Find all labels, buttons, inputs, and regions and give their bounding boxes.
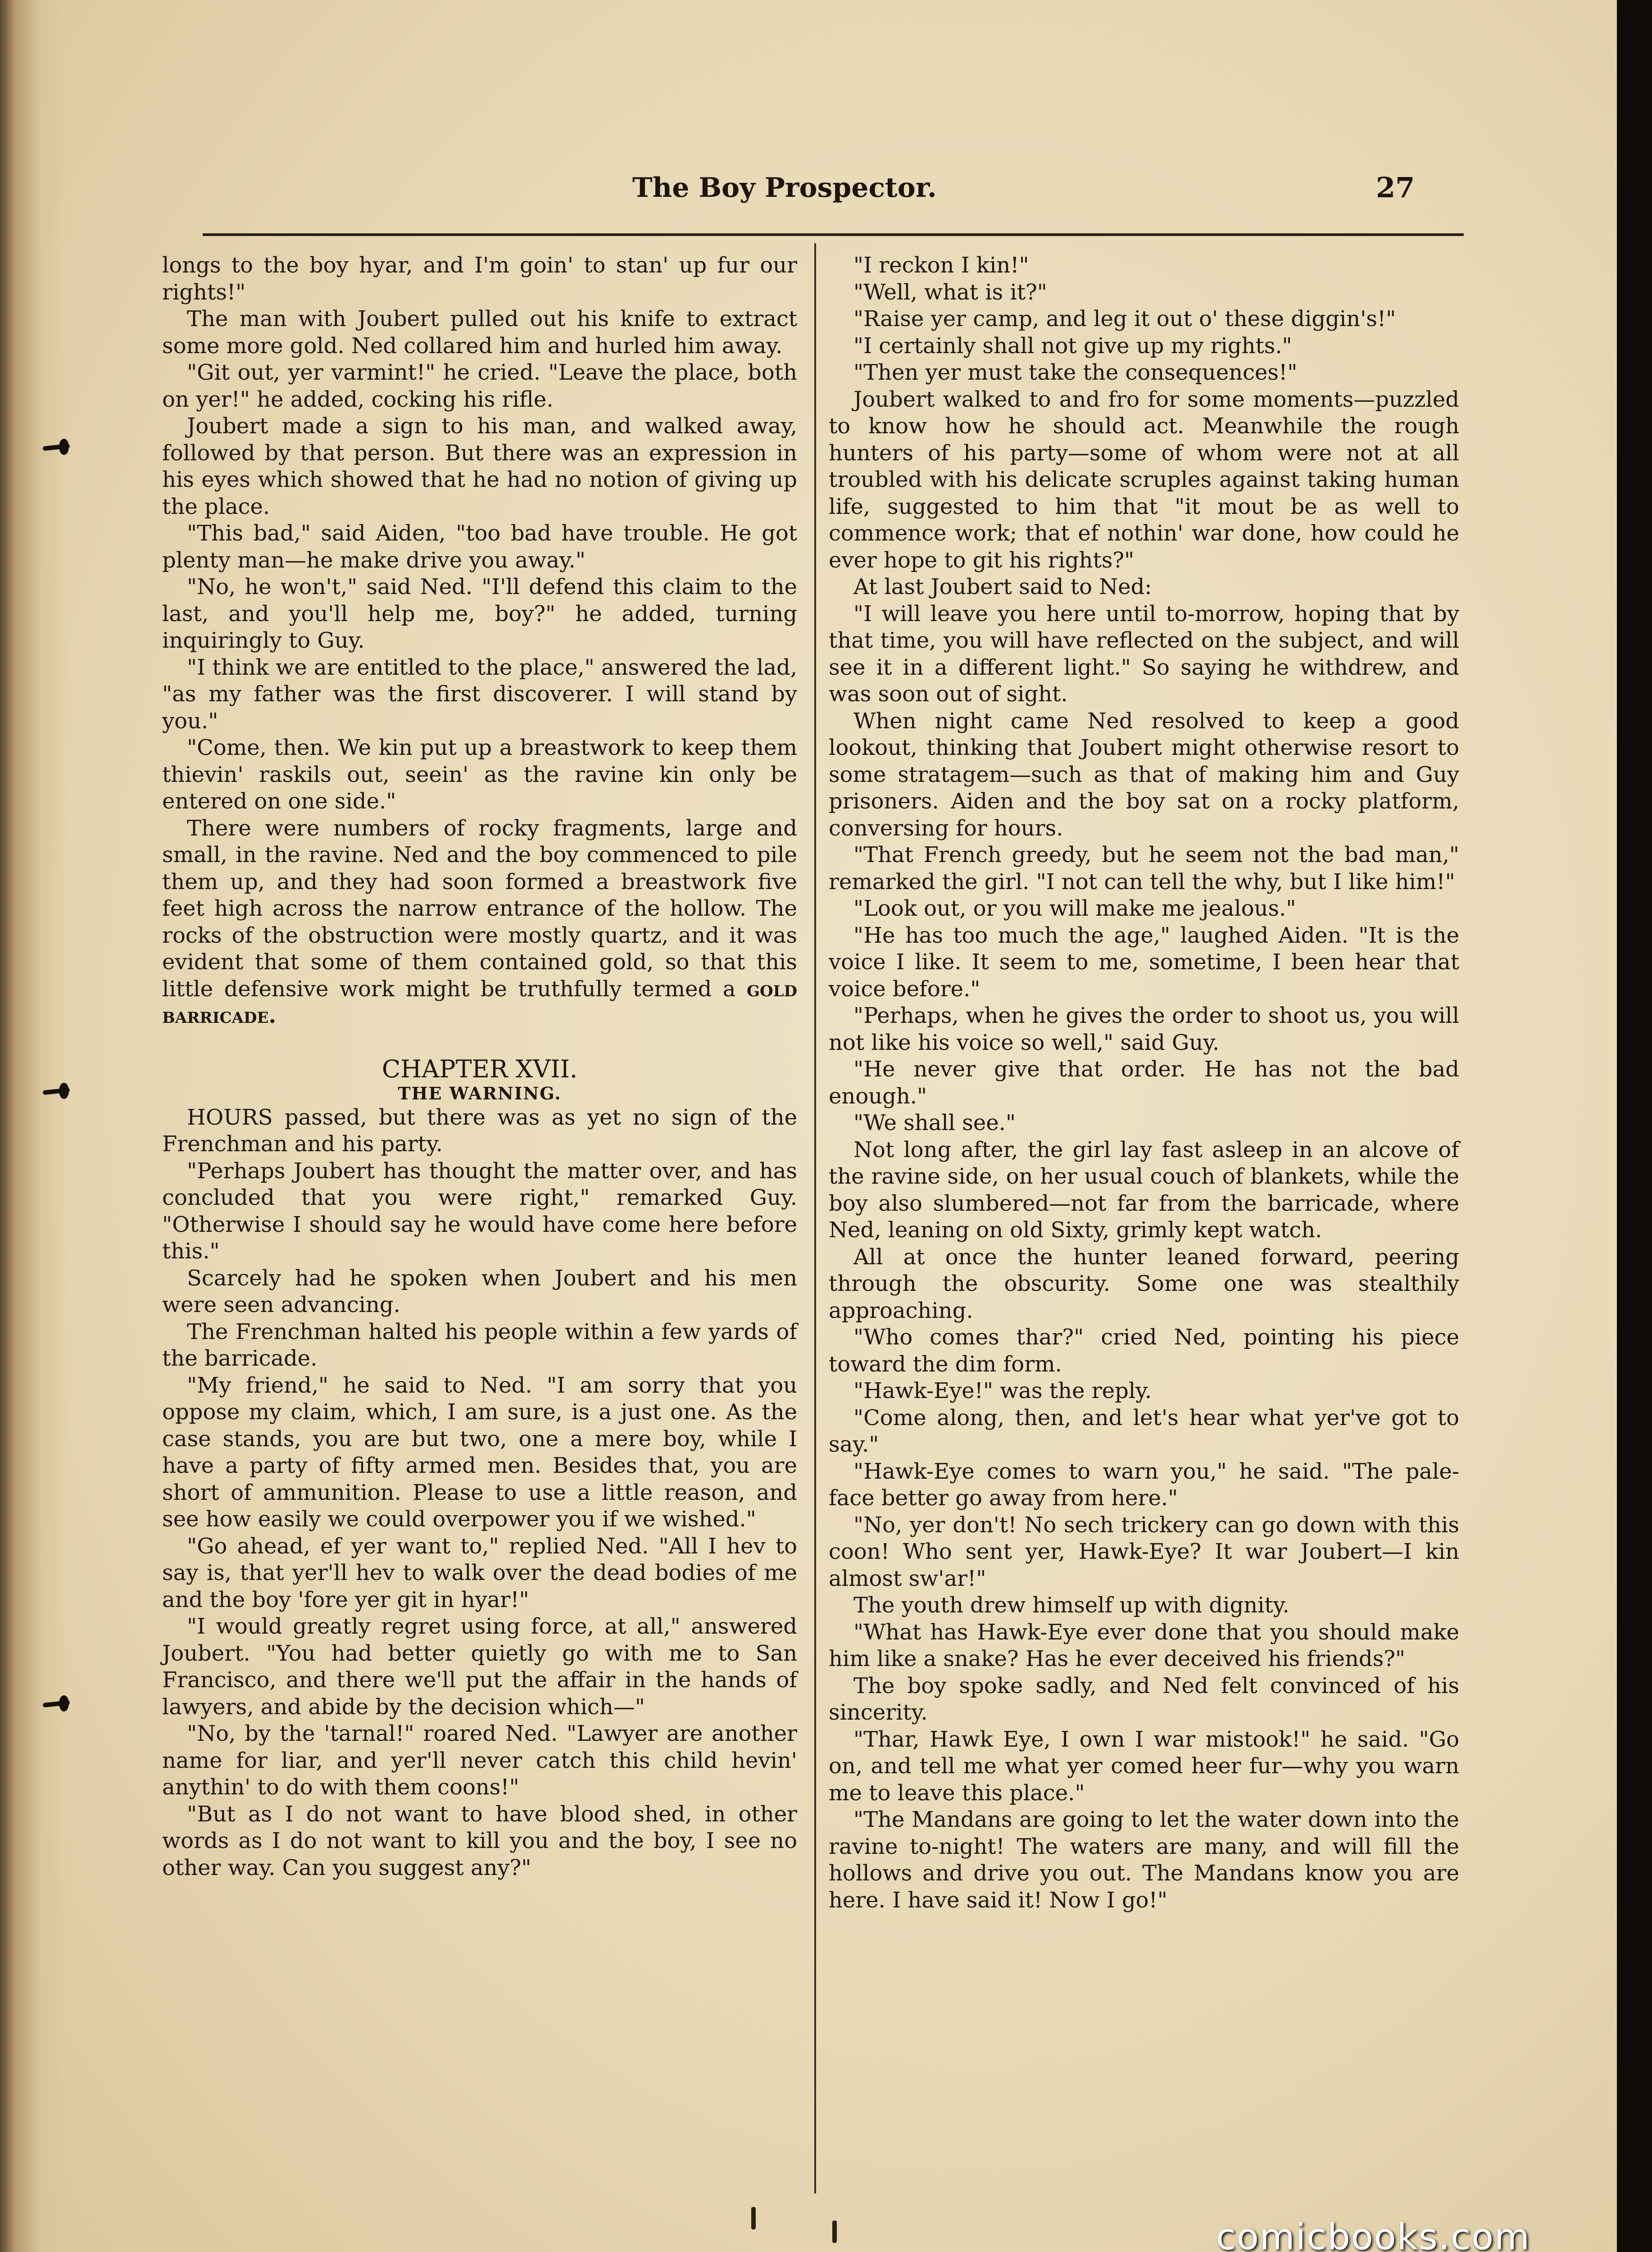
paragraph-text: There were numbers of rocky fragments, large and small, in the ravine. Ned and the boy commenced to pile them up, and they had soon formed a breastwork five feet high across the narrow entrance of the hollow. The rocks of the obstruction were mostly quartz, and it was evident that some of them contained gold, so that this little defensive work might be truthfully termed a [162,815,797,1002]
page-number: 27 [1376,171,1415,204]
paragraph: When night came Ned resolved to keep a good lookout, thinking that Joubert might otherwise resort to some stratagem—such as that of making him and Guy prisoners. Aiden and the boy sat on a rocky platform, conversing for hours. [829,708,1459,841]
header-rule [203,233,1464,236]
print-mark [751,2207,756,2229]
paragraph: Scarcely had he spoken when Joubert and his men were seen advancing. [162,1265,797,1317]
chapter-heading: CHAPTER XVII. [381,1054,578,1083]
paragraph: Not long after, the girl lay fast asleep in an alcove of the ravine side, on her usual couch of blankets, while the boy also slumbered—not far from the barricade, where Ned, leaning on old Sixty, grimly kept watch. [829,1137,1459,1243]
paragraph: "No, he won't," said Ned. "I'll defend this claim to the last, and you'll help me, boy?" he added, turning inquiringly to Guy. [162,574,797,653]
paragraph: "Look out, or you will make me jealous." [853,896,1296,921]
binding-stitch [43,1085,70,1097]
paragraph: The boy spoke sadly, and Ned felt convinced of his sincerity. [829,1673,1459,1725]
paragraph: longs to the boy hyar, and I'm goin' to stan' up fur our rights!" [162,253,797,305]
paragraph: All at once the hunter leaned forward, peering through the obscurity. Some one was stealthily approaching. [829,1244,1459,1323]
paragraph: HOURS passed, but there was as yet no sign of the Frenchman and his party. [162,1104,797,1157]
paragraph: "Come along, then, and let's hear what yer've got to say." [829,1405,1459,1457]
paragraph: "I would greatly regret using force, at all," answered Joubert. "You had better quietly go with me to San Francisco, and there we'll put the affair in the hands of lawyers, and abide by the decision which—" [162,1614,797,1720]
watermark: comicbooks.com [1216,2216,1531,2252]
paragraph: "This bad," said Aiden, "too bad have trouble. He got plenty man—he make drive you away." [162,521,797,573]
paragraph: The Frenchman halted his people within a few yards of the barricade. [162,1319,797,1371]
paragraph: "That French greedy, but he seem not the bad man," remarked the girl. "I not can tell the why, but I like him!" [829,842,1459,894]
binding-stitch [43,441,70,453]
paragraph: Joubert made a sign to his man, and walked away, followed by that person. But there was an expression in his eyes which showed that he had no notion of giving up the place. [162,413,797,519]
paragraph: "Git out, yer varmint!" he cried. "Leave the place, both on yer!" he added, cocking his rifle. [162,360,797,412]
scan-border [1617,0,1652,2252]
paragraph: "Thar, Hawk Eye, I own I war mistook!" he said. "Go on, and tell me what yer comed heer fur—why you warn me to leave this place." [829,1726,1459,1806]
print-mark [832,2220,837,2243]
paragraph: "Raise yer camp, and leg it out o' these diggin's!" [853,306,1396,331]
paragraph: "Well, what is it?" [853,279,1047,305]
binding-edge [0,0,68,2252]
paragraph: "He never give that order. He has not the bad enough." [829,1057,1459,1109]
stitch-knot [59,1083,69,1099]
paragraph: "No, yer don't! No sech trickery can go down with this coon! Who sent yer, Hawk-Eye? It war Joubert—I kin almost sw'ar!" [829,1512,1459,1591]
paragraph: "Then yer must take the consequences!" [853,360,1298,385]
paragraph: "Come, then. We kin put up a breastwork to keep them thievin' raskils out, seein' as the ravine kin only be entered on one side." [162,735,797,814]
stitch-knot [59,1695,69,1712]
column-divider [814,243,816,2193]
paragraph [162,815,797,1030]
paragraph: "I think we are entitled to the place," answered the lad, "as my father was the first discoverer. I will stand by you." [162,654,797,734]
smallcaps-phrase: gold barricade. [162,976,797,1028]
paragraph: At last Joubert said to Ned: [853,574,1152,599]
left-text-column [162,252,797,1881]
paragraph: "I reckon I kin!" [853,253,1029,278]
binding-stitch [43,1698,70,1710]
paragraph: "Go ahead, ef yer want to," replied Ned. "All I hev to say is, that yer'll hev to walk over the dead bodies of me and the boy 'fore yer git in hyar!" [162,1533,797,1612]
paragraph: "No, by the 'tarnal!" roared Ned. "Lawyer are another name for liar, and yer'll never catch this child hevin' anythin' to do with them coons!" [162,1721,797,1800]
paragraph: "I certainly shall not give up my rights." [853,333,1292,359]
right-text-column [829,252,1459,1914]
paragraph: "I will leave you here until to-morrow, hoping that by that time, you will have reflected on the subject, and will see it in a different light." So saying he withdrew, and was soon out of sight. [829,601,1459,707]
paragraph: The youth drew himself up with dignity. [853,1593,1289,1618]
paragraph: "He has too much the age," laughed Aiden. "It is the voice I like. It seem to me, sometime, I been hear that voice before." [829,922,1459,1002]
running-title: The Boy Prospector. [632,172,937,204]
paragraph: "We shall see." [853,1110,1016,1135]
paragraph: "What has Hawk-Eye ever done that you should make him like a snake? Has he ever deceived his friends?" [829,1619,1459,1671]
stitch-knot [59,439,69,455]
paragraph: "But as I do not want to have blood shed, in other words as I do not want to kill you and the boy, I see no other way. Can you suggest any?" [162,1801,797,1880]
chapter-subtitle: THE WARNING. [398,1083,562,1103]
paragraph: "Who comes thar?" cried Ned, pointing his piece toward the dim form. [829,1325,1459,1377]
paragraph: "Perhaps, when he gives the order to shoot us, you will not like his voice so well," said Guy. [829,1003,1459,1055]
paragraph: "Hawk-Eye!" was the reply. [853,1378,1152,1403]
paragraph: "Perhaps Joubert has thought the matter over, and has concluded that you were right," remarked Guy. "Otherwise I should say he would have come here before this." [162,1158,797,1264]
paragraph: "The Mandans are going to let the water down into the ravine to-night! The waters are many, and will fill the hollows and drive you out. The Mandans know you are here. I have said it! Now I go!" [829,1807,1459,1913]
paragraph: "Hawk-Eye comes to warn you," he said. "The pale-face better go away from here." [829,1458,1459,1511]
paragraph: "My friend," he said to Ned. "I am sorry that you oppose my claim, which, I am sure, is a just one. As the case stands, you are but two, one a mere boy, while I have a party of fifty armed men. Besides that, you are short of ammunition. Please to use a little reason, and see how easily we could overpower you if we wished." [162,1372,797,1532]
paragraph: The man with Joubert pulled out his knife to extract some more gold. Ned collared him and hurled him away. [162,306,797,359]
paragraph: Joubert walked to and fro for some moments—puzzled to know how he should act. Meanwhile the rough hunters of his party—some of whom were not at all troubled with his delicate scruples against taking human life, suggested to him that "it mout be as well to commence work; that ef nothin' war done, how could he ever hope to git his rights?" [829,386,1459,573]
